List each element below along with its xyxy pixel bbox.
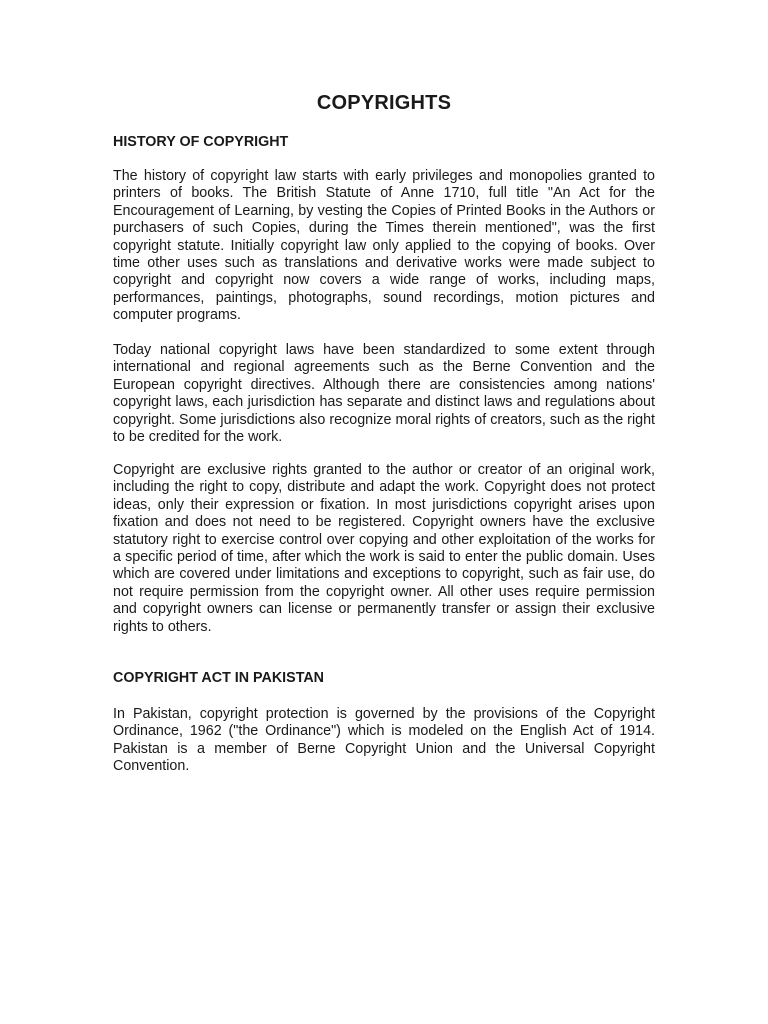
paragraph-history-1: The history of copyright law starts with early privileges and monopolies granted to printers of books. The British Statute of Anne 1710, full title "An Act for the Encouragement of Learning, by vesting the Copies of Printed Books in the Authors or purchasers of such Copies, during the Times therein mentioned", was the first copyright statute. Initially copyright law only applied to the copying of books. Over time other uses such as translations and derivative works were made subject to copyright and copyright now covers a wide range of works, including maps, performances, paintings, photographs, sound recordings, motion pictures and computer programs. (113, 168, 655, 324)
paragraph-pakistan-1: In Pakistan, copyright protection is governed by the provisions of the Copyright Ordinance, 1962 ("the Ordinance") which is modeled on the English Act of 1914. Pakistan is a member of Berne Copyright Union and the Universal Copyright Convention. (113, 706, 655, 775)
page-title: COPYRIGHTS (316, 92, 452, 114)
paragraph-history-3: Copyright are exclusive rights granted to the author or creator of an original work, including the right to copy, distribute and adapt the work. Copyright does not protect ideas, only their expression or fixation. In most jurisdictions copyright arises upon fixation and does not need to be registered. Copyright owners have the exclusive statutory right to exercise control over copying and other exploitation of the works for a specific period of time, after which the work is said to enter the public domain. Uses which are covered under limitations and exceptions to copyright, such as fair use, do not require permission from the copyright owner. All other uses require permission and copyright owners can license or permanently transfer or assign their exclusive rights to others. (113, 462, 655, 635)
paragraph-history-2: Today national copyright laws have been standardized to some extent through international and regional agreements such as the Berne Convention and the European copyright directives. Although there are consistencies among nations' copyright laws, each jurisdiction has separate and distinct laws and regulations about copyright. Some jurisdictions also recognize moral rights of creators, such as the right to be credited for the work. (113, 342, 655, 446)
section-heading-pakistan: COPYRIGHT ACT IN PAKISTAN (113, 670, 325, 686)
section-heading-history: HISTORY OF COPYRIGHT (113, 134, 289, 150)
